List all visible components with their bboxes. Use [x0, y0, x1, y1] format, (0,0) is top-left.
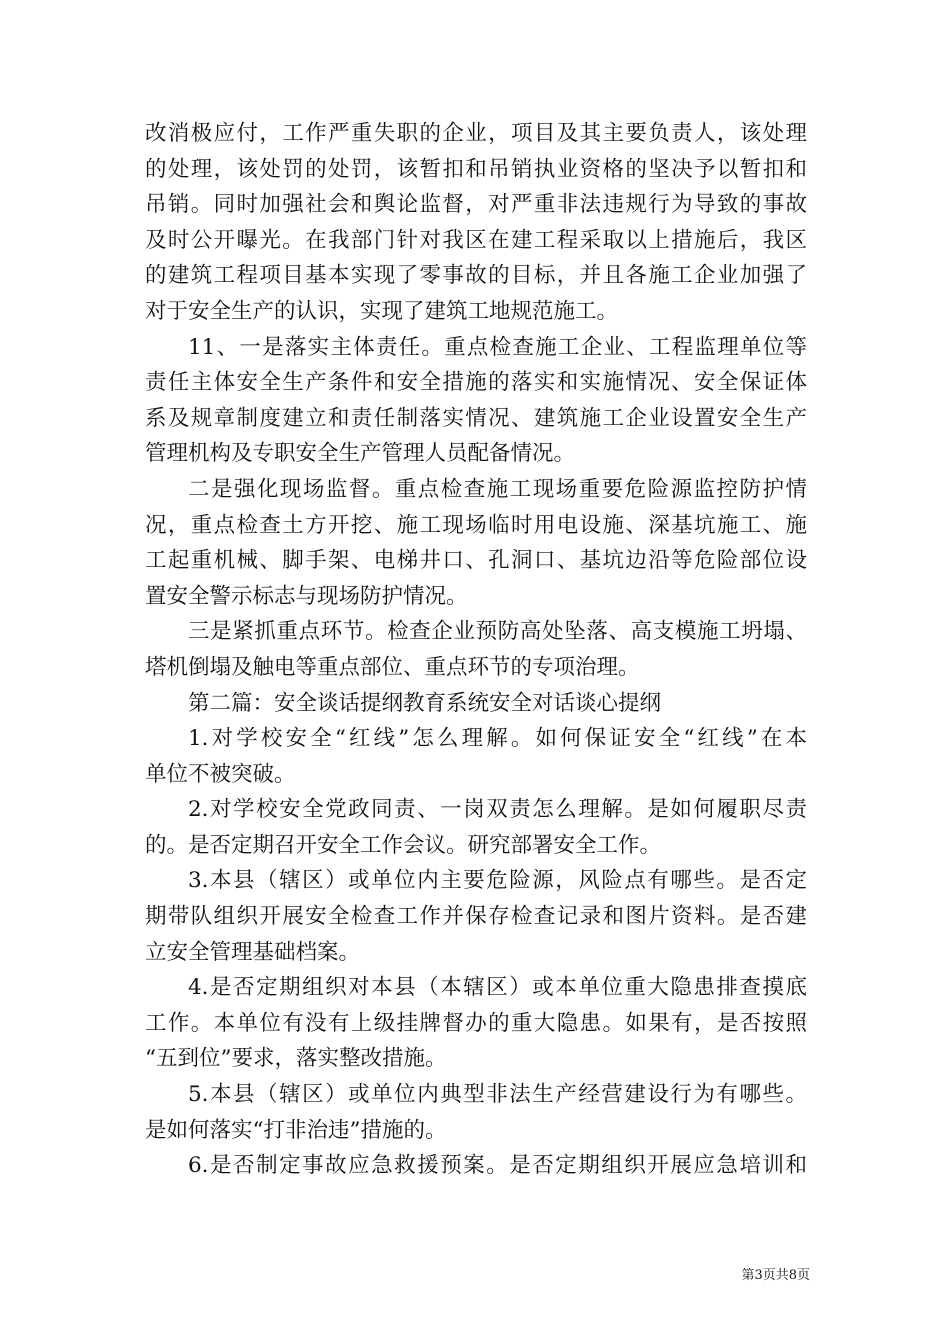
text-line: 及时公开曝光。在我部门针对我区在建工程采取以上措施后，我区	[145, 227, 807, 253]
paragraph-start: 3.本县（辖区）或单位内主要危险源，风险点有哪些。是否定	[188, 868, 807, 894]
text-line: 况，重点检查土方开挖、施工现场临时用电设施、深基坑施工、施	[145, 512, 807, 538]
paragraph-start: 11、一是落实主体责任。重点检查施工企业、工程监理单位等	[188, 334, 807, 360]
text-line: 的。是否定期召开安全工作会议。研究部署安全工作。	[145, 832, 662, 858]
text-line: 改消极应付，工作严重失职的企业，项目及其主要负责人，该处理	[145, 121, 807, 146]
section-heading: 第二篇：安全谈话提纲教育系统安全对话谈心提纲	[188, 690, 662, 716]
paragraph-start: 6.是否制定事故应急救援预案。是否定期组织开展应急培训和	[188, 1153, 807, 1179]
page-number-indicator: 第3页共8页	[741, 1268, 810, 1283]
text-line: “五到位”要求，落实整改措施。	[145, 1046, 447, 1072]
text-line: 塔机倒塌及触电等重点部位、重点环节的专项治理。	[145, 654, 640, 680]
text-line: 系及规章制度建立和责任制落实情况、建筑施工企业设置安全生产	[145, 405, 807, 431]
text-line: 工作。本单位有没有上级挂牌督办的重大隐患。如果有，是否按照	[145, 1010, 807, 1036]
paragraph-start: 二是强化现场监督。重点检查施工现场重要危险源监控防护情	[188, 476, 807, 502]
paragraph-start: 2.对学校安全党政同责、一岗双责怎么理解。是如何履职尽责	[188, 797, 807, 823]
text-line: 立安全管理基础档案。	[145, 939, 361, 965]
text-line: 对于安全生产的认识，实现了建筑工地规范施工。	[145, 298, 619, 324]
text-line: 是如何落实“打非治违”措施的。	[145, 1117, 447, 1143]
text-line: 管理机构及专职安全生产管理人员配备情况。	[145, 441, 576, 467]
paragraph-start: 三是紧抓重点环节。检查企业预防高处坠落、高支模施工坍塌、	[188, 619, 807, 645]
text-line: 置安全警示标志与现场防护情况。	[145, 583, 468, 609]
text-line: 的处理，该处罚的处罚，该暂扣和吊销执业资格的坚决予以暂扣和	[145, 156, 807, 182]
paragraph-start: 4.是否定期组织对本县（本辖区）或本单位重大隐患排查摸底	[188, 975, 807, 1001]
text-line: 单位不被突破。	[145, 761, 296, 787]
text-line: 期带队组织开展安全检查工作并保存检查记录和图片资料。是否建	[145, 904, 807, 930]
text-line: 工起重机械、脚手架、电梯井口、孔洞口、基坑边沿等危险部位设	[145, 548, 807, 574]
paragraph-start: 1.对学校安全“红线”怎么理解。如何保证安全“红线”在本	[188, 726, 807, 752]
text-line: 责任主体安全生产条件和安全措施的落实和实施情况、安全保证体	[145, 370, 807, 396]
text-line: 的建筑工程项目基本实现了零事故的目标，并且各施工企业加强了	[145, 263, 807, 289]
document-body	[145, 116, 807, 1184]
text-line: 吊销。同时加强社会和舆论监督，对严重非法违规行为导致的事故	[145, 192, 807, 218]
paragraph-start: 5.本县（辖区）或单位内典型非法生产经营建设行为有哪些。	[188, 1082, 807, 1108]
